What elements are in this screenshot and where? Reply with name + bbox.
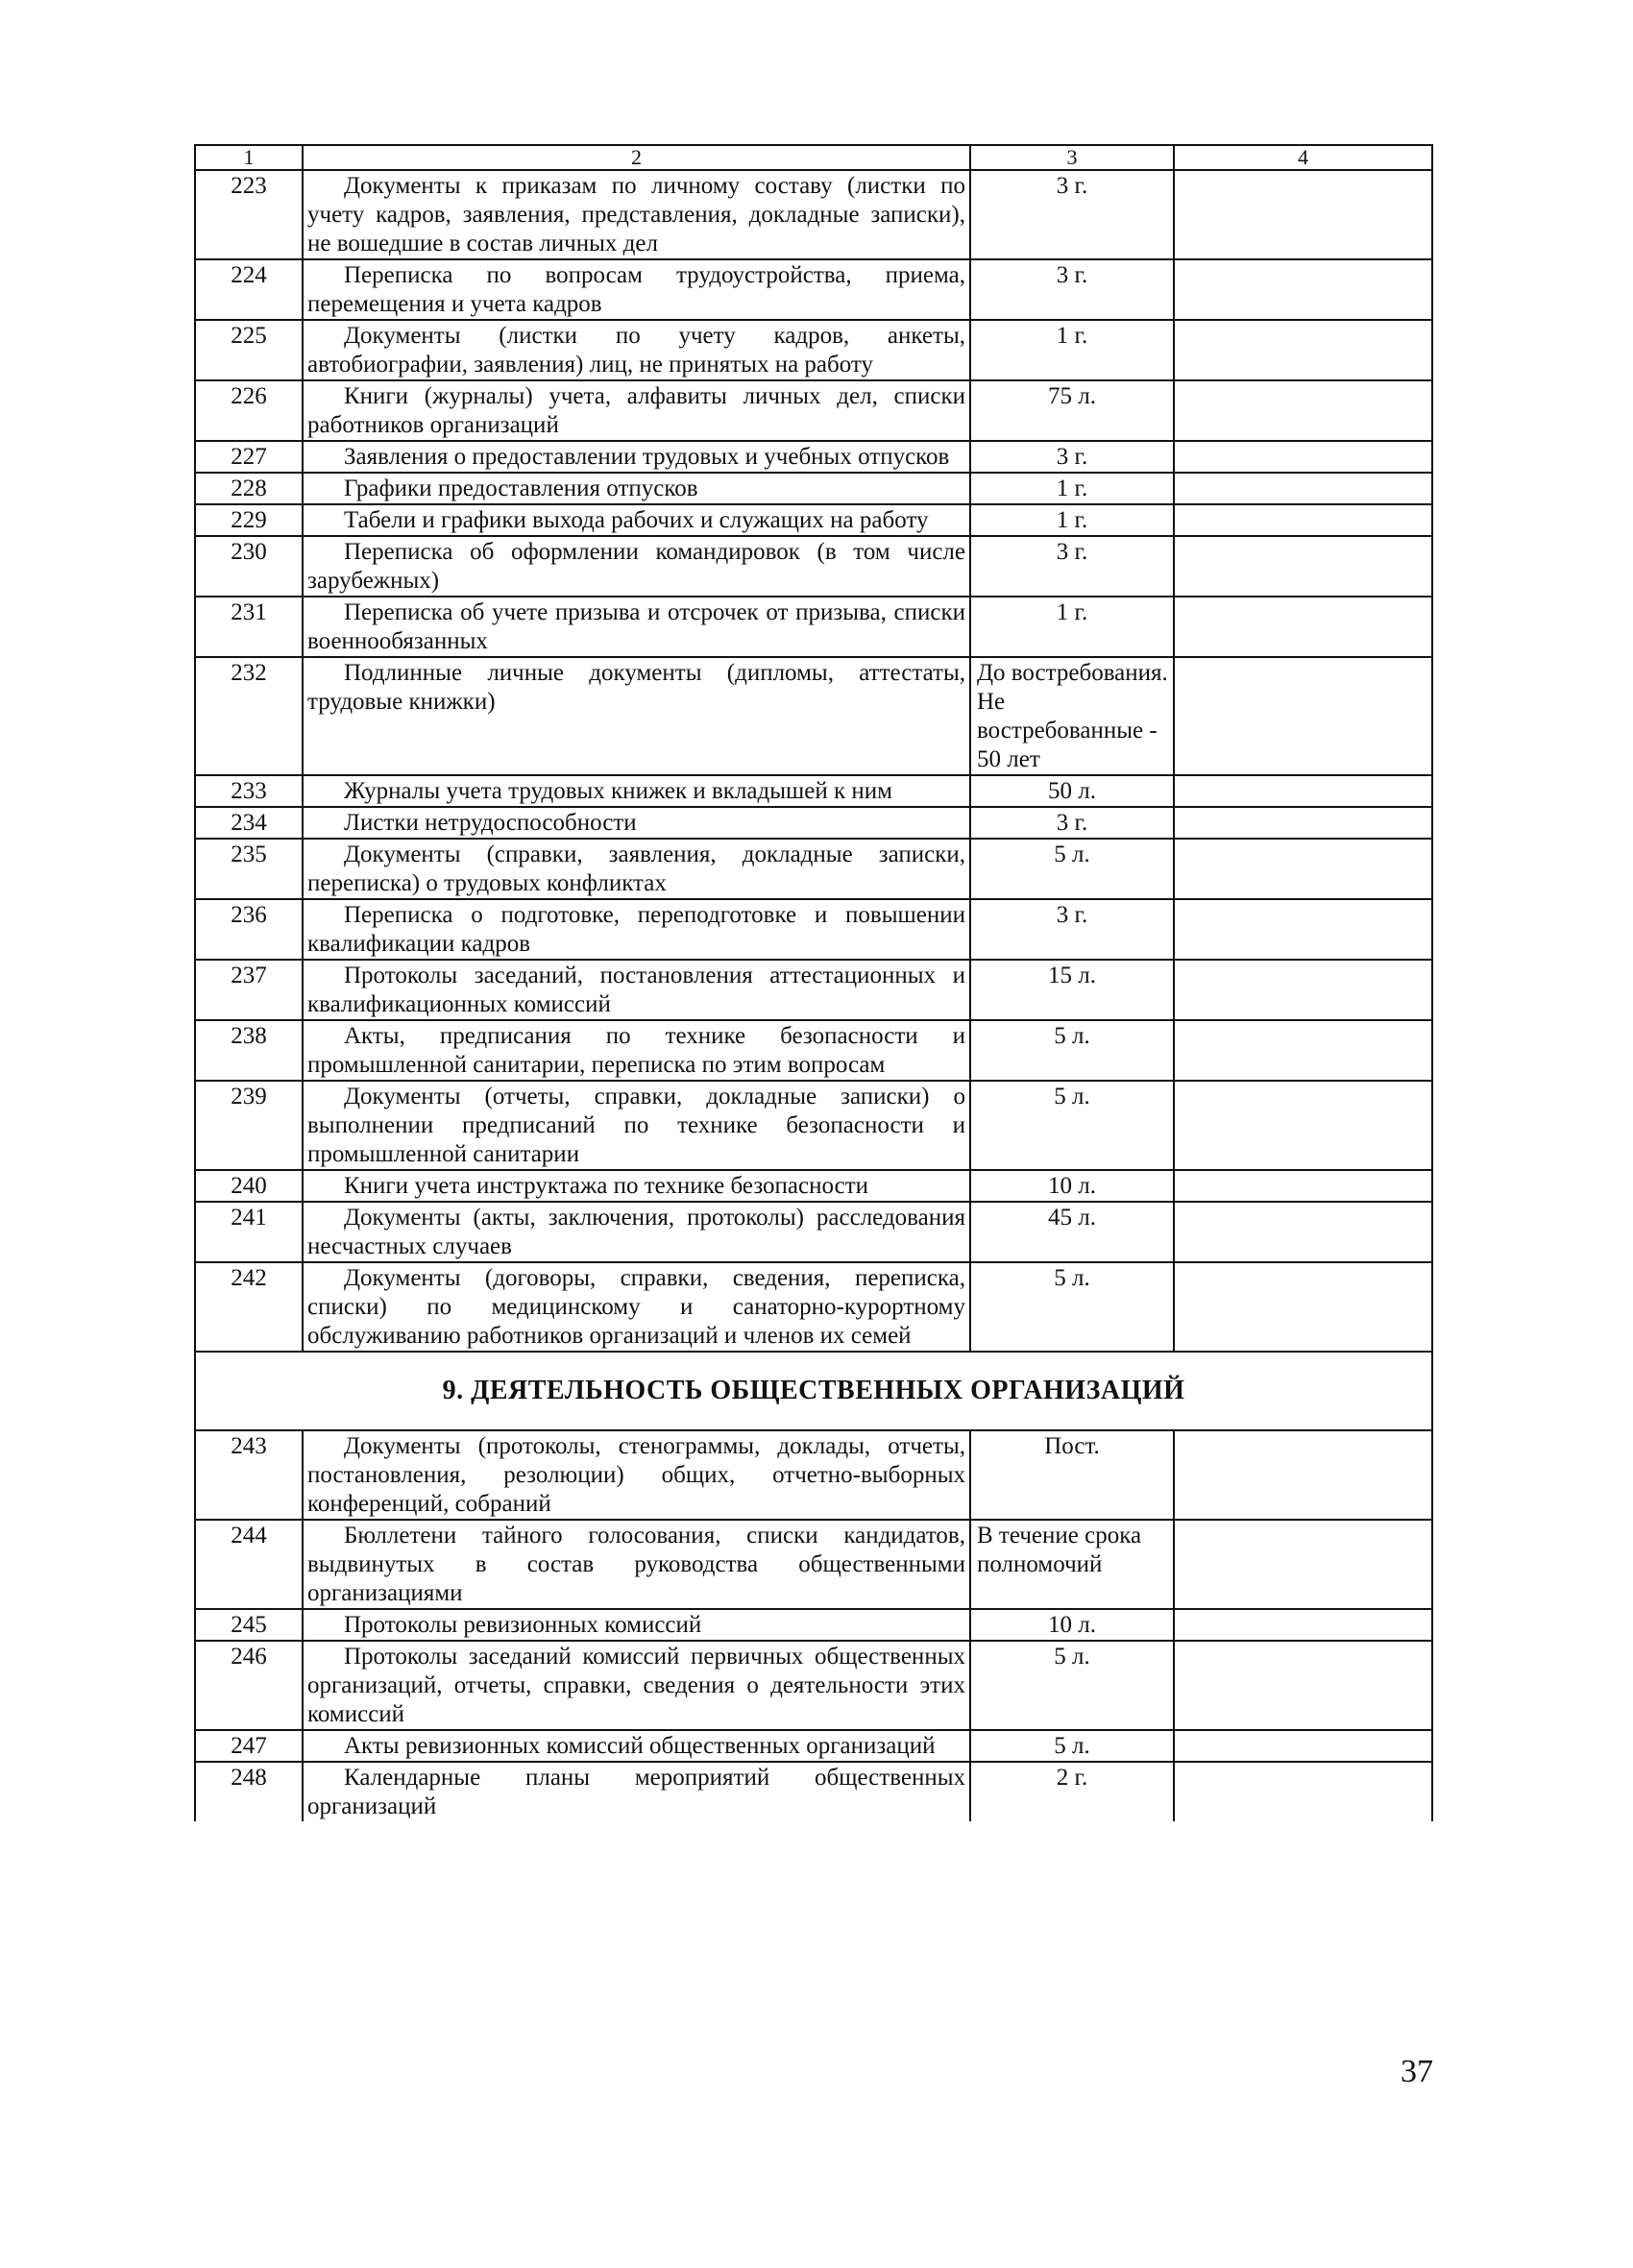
- item-description: Подлинные личные документы (дипломы, аттестаты, трудовые книжки): [303, 657, 970, 775]
- retention-term: До востребования. Не востребованные - 50 лет: [970, 657, 1174, 775]
- retention-term: 3 г.: [970, 536, 1174, 597]
- retention-term: 1 г.: [970, 504, 1174, 536]
- retention-term: 3 г.: [970, 259, 1174, 320]
- table-row: [195, 380, 1432, 441]
- retention-term: 50 л.: [970, 775, 1174, 807]
- item-description: Протоколы заседаний, постановления аттестационных и квалификационных комиссий: [303, 960, 970, 1020]
- item-note: [1174, 473, 1432, 504]
- item-number: 239: [195, 1081, 303, 1170]
- item-description: Переписка об оформлении командировок (в том числе зарубежных): [303, 536, 970, 597]
- item-number: 232: [195, 657, 303, 775]
- item-description: Документы (листки по учету кадров, анкеты, автобиографии, заявления) лиц, не принятых на работу: [303, 320, 970, 380]
- table-row: [195, 899, 1432, 960]
- retention-term: 3 г.: [970, 807, 1174, 839]
- item-note: [1174, 1202, 1432, 1262]
- item-note: [1174, 839, 1432, 899]
- item-number: 235: [195, 839, 303, 899]
- item-note: [1174, 1609, 1432, 1641]
- item-note: [1174, 536, 1432, 597]
- retention-term: Пост.: [970, 1430, 1174, 1520]
- table-row: [195, 1262, 1432, 1352]
- item-number: 234: [195, 807, 303, 839]
- table-row: [195, 441, 1432, 473]
- table-row: [195, 775, 1432, 807]
- table-row: [195, 1762, 1432, 1821]
- item-description: Переписка по вопросам трудоустройства, приема, перемещения и учета кадров: [303, 259, 970, 320]
- column-number-row: [195, 145, 1432, 170]
- table-row: [195, 597, 1432, 657]
- table-row: [195, 473, 1432, 504]
- item-note: [1174, 259, 1432, 320]
- item-number: 242: [195, 1262, 303, 1352]
- item-description: Акты ревизионных комиссий общественных организаций: [303, 1730, 970, 1762]
- item-description: Документы (акты, заключения, протоколы) расследования несчастных случаев: [303, 1202, 970, 1262]
- item-note: [1174, 441, 1432, 473]
- item-description: Документы к приказам по личному составу (листки по учету кадров, заявления, представления, докладные записки), не вошедшие в состав личных дел: [303, 170, 970, 259]
- item-description: Табели и графики выхода рабочих и служащих на работу: [303, 504, 970, 536]
- table-row: [195, 1520, 1432, 1609]
- item-description: Акты, предписания по технике безопасности и промышленной санитарии, переписка по этим вопросам: [303, 1020, 970, 1081]
- item-description: Документы (протоколы, стенограммы, доклады, отчеты, постановления, резолюции) общих, отчетно-выборных конференций, собраний: [303, 1430, 970, 1520]
- item-note: [1174, 1641, 1432, 1730]
- item-note: [1174, 657, 1432, 775]
- retention-term: 45 л.: [970, 1202, 1174, 1262]
- retention-schedule-table: [194, 144, 1433, 1821]
- item-number: 226: [195, 380, 303, 441]
- item-number: 224: [195, 259, 303, 320]
- item-description: Бюллетени тайного голосования, списки кандидатов, выдвинутых в состав руководства общественными организациями: [303, 1520, 970, 1609]
- item-note: [1174, 170, 1432, 259]
- item-note: [1174, 1262, 1432, 1352]
- retention-term: 3 г.: [970, 899, 1174, 960]
- item-number: 244: [195, 1520, 303, 1609]
- retention-term: 5 л.: [970, 1262, 1174, 1352]
- item-description: Календарные планы мероприятий общественных организаций: [303, 1762, 970, 1821]
- item-note: [1174, 1170, 1432, 1202]
- item-number: 231: [195, 597, 303, 657]
- item-description: Протоколы заседаний комиссий первичных общественных организаций, отчеты, справки, сведения о деятельности этих комиссий: [303, 1641, 970, 1730]
- item-number: 233: [195, 775, 303, 807]
- retention-term: 5 л.: [970, 1020, 1174, 1081]
- table-row: [195, 657, 1432, 775]
- item-number: 237: [195, 960, 303, 1020]
- item-note: [1174, 504, 1432, 536]
- table-row: [195, 1081, 1432, 1170]
- item-note: [1174, 1020, 1432, 1081]
- item-note: [1174, 1762, 1432, 1821]
- section-title: 9. ДЕЯТЕЛЬНОСТЬ ОБЩЕСТВЕННЫХ ОРГАНИЗАЦИЙ: [195, 1352, 1432, 1430]
- item-note: [1174, 775, 1432, 807]
- retention-term: 5 л.: [970, 1730, 1174, 1762]
- item-number: 236: [195, 899, 303, 960]
- table-row: [195, 1202, 1432, 1262]
- item-note: [1174, 597, 1432, 657]
- item-number: 247: [195, 1730, 303, 1762]
- item-note: [1174, 960, 1432, 1020]
- item-number: 240: [195, 1170, 303, 1202]
- column-number-2: 2: [303, 145, 970, 170]
- table-row: [195, 320, 1432, 380]
- item-number: 241: [195, 1202, 303, 1262]
- retention-term: 5 л.: [970, 839, 1174, 899]
- table-row: [195, 839, 1432, 899]
- item-note: [1174, 380, 1432, 441]
- item-description: Протоколы ревизионных комиссий: [303, 1609, 970, 1641]
- item-number: 223: [195, 170, 303, 259]
- item-note: [1174, 320, 1432, 380]
- retention-term: 5 л.: [970, 1081, 1174, 1170]
- table-body: [195, 145, 1432, 1821]
- retention-term: 10 л.: [970, 1170, 1174, 1202]
- item-description: Графики предоставления отпусков: [303, 473, 970, 504]
- item-description: Заявления о предоставлении трудовых и учебных отпусков: [303, 441, 970, 473]
- retention-term: 1 г.: [970, 597, 1174, 657]
- item-number: 248: [195, 1762, 303, 1821]
- table-row: [195, 259, 1432, 320]
- table-row: [195, 1609, 1432, 1641]
- retention-term: 1 г.: [970, 320, 1174, 380]
- table-row: [195, 1430, 1432, 1520]
- item-number: 225: [195, 320, 303, 380]
- item-note: [1174, 807, 1432, 839]
- item-note: [1174, 1081, 1432, 1170]
- item-description: Книги учета инструктажа по технике безопасности: [303, 1170, 970, 1202]
- item-number: 238: [195, 1020, 303, 1081]
- item-number: 228: [195, 473, 303, 504]
- retention-term: 3 г.: [970, 170, 1174, 259]
- item-number: 245: [195, 1609, 303, 1641]
- table-row: [195, 1730, 1432, 1762]
- item-note: [1174, 899, 1432, 960]
- table-row: [195, 536, 1432, 597]
- retention-term: 3 г.: [970, 441, 1174, 473]
- item-description: Книги (журналы) учета, алфавиты личных дел, списки работников организаций: [303, 380, 970, 441]
- item-number: 246: [195, 1641, 303, 1730]
- item-note: [1174, 1520, 1432, 1609]
- item-description: Документы (отчеты, справки, докладные записки) о выполнении предписаний по технике безопасности и промышленной санитарии: [303, 1081, 970, 1170]
- column-number-4: 4: [1174, 145, 1432, 170]
- item-description: Переписка о подготовке, переподготовке и повышении квалификации кадров: [303, 899, 970, 960]
- item-number: 229: [195, 504, 303, 536]
- retention-term: 10 л.: [970, 1609, 1174, 1641]
- table-row: [195, 1641, 1432, 1730]
- item-description: Переписка об учете призыва и отсрочек от призыва, списки военнообязанных: [303, 597, 970, 657]
- table-row: [195, 807, 1432, 839]
- table-row: [195, 1020, 1432, 1081]
- retention-term: 15 л.: [970, 960, 1174, 1020]
- item-description: Журналы учета трудовых книжек и вкладышей к ним: [303, 775, 970, 807]
- section-row: [195, 1352, 1432, 1430]
- table-row: [195, 960, 1432, 1020]
- item-description: Документы (договоры, справки, сведения, переписка, списки) по медицинскому и санаторно-курортному обслуживанию работников организаций и членов их семей: [303, 1262, 970, 1352]
- item-description: Листки нетрудоспособности: [303, 807, 970, 839]
- page-number: 37: [1401, 2054, 1433, 2089]
- retention-term: 5 л.: [970, 1641, 1174, 1730]
- item-number: 227: [195, 441, 303, 473]
- retention-term: 1 г.: [970, 473, 1174, 504]
- item-note: [1174, 1430, 1432, 1520]
- item-description: Документы (справки, заявления, докладные записки, переписка) о трудовых конфликтах: [303, 839, 970, 899]
- item-number: 230: [195, 536, 303, 597]
- item-note: [1174, 1730, 1432, 1762]
- table-row: [195, 1170, 1432, 1202]
- column-number-1: 1: [195, 145, 303, 170]
- table-row: [195, 504, 1432, 536]
- retention-term: 75 л.: [970, 380, 1174, 441]
- table-row: [195, 170, 1432, 259]
- retention-term: 2 г.: [970, 1762, 1174, 1821]
- item-number: 243: [195, 1430, 303, 1520]
- retention-term: В течение срока полномочий: [970, 1520, 1174, 1609]
- column-number-3: 3: [970, 145, 1174, 170]
